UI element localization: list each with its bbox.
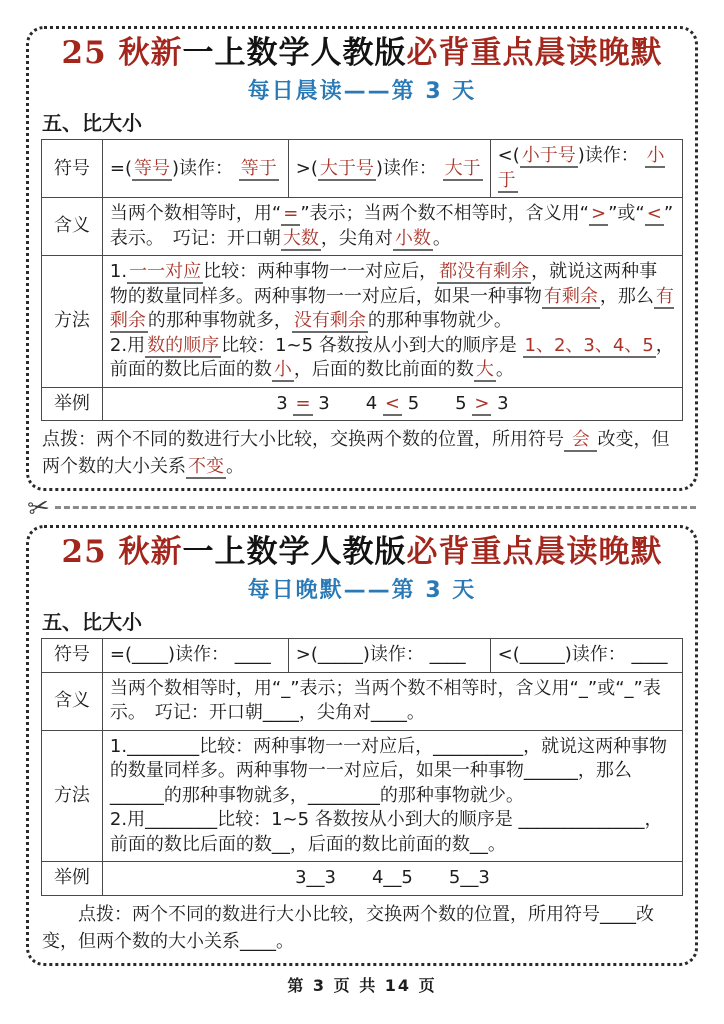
daily-subtitle: 每日晨读——第 3 天 — [247, 79, 477, 105]
tip-paragraph: 点拨：两个不同的数进行大小比较，交换两个数的位置，所用符号____改变，但两个数的大小关系____。 — [42, 903, 654, 952]
title-red-left: 25 秋新 — [61, 533, 183, 570]
title-black-mid: 一上数学人教版 — [182, 533, 407, 570]
method-row-label: 方法 — [42, 730, 103, 861]
symbol-row — [42, 639, 683, 672]
method-step-1: 1.________比较：两种事物一一对应后，__________，就说这两种事物的数量同样多。两种事物一一对应后，如果一种事物______，那么______的那种事物就多，________的那种事物就少。 — [109, 735, 668, 806]
example-row-label: 举例 — [42, 387, 103, 420]
compare-numbers-table-blank — [41, 638, 683, 895]
method-step-2: 2.用 数的顺序 比较：1~5 各数按从小到大的顺序是 1、2、3、4、5 ，前面的数比后面的数 小 ，后面的数比前面的数 大 。 — [109, 334, 674, 381]
meaning-cell: 当两个数相等时，用“ = ”表示；当两个数不相等时，含义用“ > ”或“ < ”表示。 巧记：开口朝 大数 ，尖角对 小数 。 — [102, 198, 682, 256]
method-cell — [102, 730, 682, 861]
daily-subtitle: 每日晚默——第 3 天 — [247, 578, 477, 604]
meaning-cell: 当两个数相等时，用“_”表示；当两个数不相等时，含义用“_”或“_”表示。 巧记：开口朝____，尖角对____。 — [102, 672, 682, 730]
meaning-row — [42, 672, 683, 730]
worksheet-title — [41, 532, 683, 572]
method-row — [42, 256, 683, 387]
title-red-left: 25 秋新 — [61, 35, 183, 71]
equal-sign-cell: =(____)读作： ____ — [102, 639, 288, 672]
example-row — [42, 387, 683, 420]
greater-sign-cell: >(_____)读作： ____ — [288, 639, 490, 672]
title-red-right: 必背重点晨读晚默 — [406, 35, 663, 71]
scissors-icon: ✂ — [25, 491, 53, 525]
example-cell: 3 = 3 4 < 5 5 > 3 — [102, 387, 682, 420]
symbol-row-label: 符号 — [42, 639, 103, 672]
method-row-label: 方法 — [42, 256, 103, 387]
example-row-label: 举例 — [42, 862, 103, 895]
topic-heading: 五、比大小 — [42, 111, 142, 136]
method-cell — [102, 256, 682, 387]
less-sign-cell: <(_____)读作： ____ — [490, 639, 682, 672]
section-morning-reading — [26, 26, 698, 491]
example-cell: 3__3 4__5 5__3 — [102, 862, 682, 895]
page-number-footer: 第 3 页 共 14 页 — [287, 975, 437, 995]
meaning-row-label: 含义 — [42, 672, 103, 730]
less-sign-cell: <( 小于号 )读作： 小于 — [490, 140, 682, 198]
method-step-2: 2.用________比较：1~5 各数按从小到大的顺序是 ______________，前面的数比后面的数__，后面的数比前面的数__。 — [109, 809, 663, 855]
cut-divider — [25, 491, 696, 525]
symbol-row — [42, 140, 683, 198]
dashed-cut-line — [55, 506, 696, 509]
title-red-right: 必背重点晨读晚默 — [406, 533, 663, 570]
symbol-row-label: 符号 — [42, 140, 103, 198]
worksheet-title — [41, 33, 683, 73]
greater-sign-cell: >( 大于号 )读作： 大于 — [288, 140, 490, 198]
meaning-row — [42, 198, 683, 256]
section-evening-dictation — [26, 525, 698, 966]
method-step-1: 1. 一一对应 比较：两种事物一一对应后， 都没有剩余 ，就说这两种事物的数量同样多。两种事物一一对应后，如果一种事物 有剩余 ，那么 有剩余 的那种事物就多， 没有剩余 的那种事物就少。 — [109, 261, 674, 332]
tip-paragraph: 点拨：两个不同的数进行大小比较，交换两个数的位置，所用符号 会 改变，但两个数的大小关系 不变 。 — [42, 428, 670, 477]
topic-heading: 五、比大小 — [42, 610, 142, 635]
meaning-row-label: 含义 — [42, 198, 103, 256]
equal-sign-cell: =( 等号 )读作： 等于 — [102, 140, 288, 198]
example-row — [42, 862, 683, 895]
title-black-mid: 一上数学人教版 — [182, 35, 407, 71]
compare-numbers-table — [41, 139, 683, 421]
method-row — [42, 730, 683, 861]
